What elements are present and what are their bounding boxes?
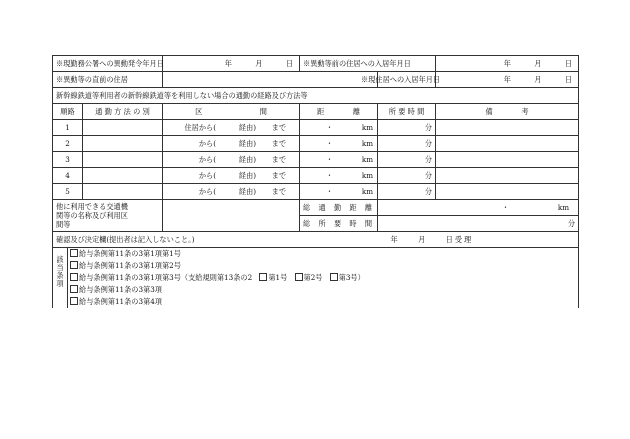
total-time-label: 総 所 要 時 間 xyxy=(300,216,378,232)
route-no: 4 xyxy=(53,168,83,184)
applicable-clause-label xyxy=(53,248,68,308)
residence-row xyxy=(53,72,579,88)
route-distance-unit: km xyxy=(361,186,374,196)
notice-date[interactable]: 年 月 日 xyxy=(163,56,300,72)
route-to: まで xyxy=(271,154,287,164)
checkbox[interactable] xyxy=(70,297,78,305)
route-distance-unit: km xyxy=(361,154,374,164)
route-no: 1 xyxy=(53,120,83,136)
route-via: 経由) xyxy=(238,154,257,164)
route-to: まで xyxy=(271,138,287,148)
checkbox[interactable] xyxy=(330,273,338,281)
checkbox[interactable] xyxy=(70,285,78,293)
route-row xyxy=(53,152,579,168)
total-distance-label: 総 通 勤 距 離 xyxy=(300,200,378,216)
move-in-current-date[interactable]: 年 月 日 xyxy=(436,72,579,88)
route-section-field[interactable] xyxy=(163,120,300,136)
route-distance-dot: ・ xyxy=(325,170,334,180)
route-no: 2 xyxy=(53,136,83,152)
route-section-field[interactable] xyxy=(163,152,300,168)
route-distance-field[interactable] xyxy=(300,136,378,152)
total-distance-field[interactable] xyxy=(378,200,579,216)
col-time-header: 所 要 時 間 xyxy=(378,104,436,120)
checkbox[interactable] xyxy=(295,273,303,281)
route-row xyxy=(53,136,579,152)
vertical-char: 当 xyxy=(56,262,64,272)
vertical-char: 項 xyxy=(56,278,64,288)
route-distance-field[interactable] xyxy=(300,152,378,168)
clause-item xyxy=(70,296,578,308)
route-method-field[interactable] xyxy=(83,184,163,200)
checkbox[interactable] xyxy=(259,273,267,281)
route-via: 経由) xyxy=(238,138,257,148)
route-via: 経由) xyxy=(238,122,257,132)
route-distance-dot: ・ xyxy=(325,138,334,148)
other-transport-line: 間等 xyxy=(56,220,71,229)
clause-item xyxy=(70,284,578,296)
clause-item xyxy=(70,272,578,284)
route-no: 5 xyxy=(53,184,83,200)
applicable-clause-row xyxy=(53,248,579,309)
route-row xyxy=(53,184,579,200)
other-transport-line: 関等の名称及び利用区 xyxy=(56,211,128,220)
route-remarks-field[interactable] xyxy=(436,184,579,200)
route-remarks-field[interactable] xyxy=(436,136,579,152)
confirmation-row xyxy=(53,232,579,248)
clause-text: 給与条例第11条の3第1項第3号（支給規則第13条の2 xyxy=(79,273,260,282)
route-time-unit: 分 xyxy=(424,138,433,148)
route-from: から( xyxy=(198,154,217,164)
route-method-field[interactable] xyxy=(83,136,163,152)
route-remarks-field[interactable] xyxy=(436,152,579,168)
route-from: から( xyxy=(198,170,217,180)
route-time-unit: 分 xyxy=(424,122,433,132)
route-via: 経由) xyxy=(238,186,257,196)
route-time-unit: 分 xyxy=(424,154,433,164)
move-in-before-date[interactable]: 年 月 日 xyxy=(436,56,579,72)
route-time-unit: 分 xyxy=(424,170,433,180)
route-time-field[interactable] xyxy=(378,136,436,152)
checkbox[interactable] xyxy=(70,249,78,257)
other-transport-line: 他に利用できる交通機 xyxy=(56,202,128,211)
route-from: 住居から( xyxy=(184,122,217,132)
total-distance-dot: ・ xyxy=(501,202,510,212)
residence-before-field[interactable] xyxy=(163,72,378,88)
clause-text: 給与条例第11条の3第1項第2号 xyxy=(79,261,181,270)
route-distance-dot: ・ xyxy=(325,186,334,196)
route-distance-field[interactable] xyxy=(300,184,378,200)
route-distance-field[interactable] xyxy=(300,168,378,184)
other-transport-label xyxy=(53,200,163,232)
route-time-unit: 分 xyxy=(424,186,433,196)
route-distance-dot: ・ xyxy=(325,154,334,164)
col-remarks-header: 備 考 xyxy=(436,104,579,120)
route-no: 3 xyxy=(53,152,83,168)
route-to: まで xyxy=(271,186,287,196)
other-transport-field[interactable] xyxy=(163,200,300,232)
clause-list xyxy=(68,248,578,308)
commute-form-table xyxy=(52,55,579,308)
move-in-current-label xyxy=(361,72,441,88)
route-from: から( xyxy=(198,138,217,148)
route-distance-unit: km xyxy=(361,138,374,148)
route-section-field[interactable] xyxy=(163,136,300,152)
route-distance-field[interactable] xyxy=(300,120,378,136)
route-time-field[interactable] xyxy=(378,152,436,168)
col-order-header: 順路 xyxy=(53,104,83,120)
col-section-header: 区 間 xyxy=(163,104,300,120)
vertical-char: 該 xyxy=(56,255,64,264)
route-to: まで xyxy=(271,170,287,180)
receipt-date[interactable] xyxy=(378,232,579,248)
route-row xyxy=(53,120,579,136)
confirmation-label: 確認及び決定欄(提出者は記入しないこと。) xyxy=(53,232,378,248)
route-remarks-field[interactable] xyxy=(436,120,579,136)
col-distance-header: 距 離 xyxy=(300,104,378,120)
applicable-clause-cell xyxy=(53,248,579,309)
route-time-field[interactable] xyxy=(378,184,436,200)
route-time-field[interactable] xyxy=(378,120,436,136)
commute-form-sheet xyxy=(52,55,578,317)
route-section-field[interactable] xyxy=(163,168,300,184)
move-in-before-label: ※異動等前の住居への入居年月日 xyxy=(300,56,436,72)
clause-item xyxy=(70,260,578,272)
route-method-field[interactable] xyxy=(83,152,163,168)
checkbox[interactable] xyxy=(70,261,78,269)
residence-before-label: ※異動等の直前の住居 xyxy=(53,72,163,88)
clause-item xyxy=(70,248,578,260)
route-time-field[interactable] xyxy=(378,168,436,184)
route-distance-unit: km xyxy=(361,170,374,180)
route-from: から( xyxy=(198,186,217,196)
clause-text: 給与条例第11条の3第3項 xyxy=(79,285,162,294)
route-method-field[interactable] xyxy=(83,120,163,136)
total-time-unit: 分 xyxy=(567,218,576,228)
route-row xyxy=(53,168,579,184)
route-header-row xyxy=(53,104,579,120)
option-text: 第3号） xyxy=(338,273,365,282)
total-distance-unit: km xyxy=(557,202,570,212)
route-section-title: 新幹線鉄道等利用者の新幹線鉄道等を利用しない場合の通勤の経路及び方法等 xyxy=(53,88,579,104)
route-section-field[interactable] xyxy=(163,184,300,200)
clause-text: 給与条例第11条の3第1項第1号 xyxy=(79,249,181,258)
clause-text: 給与条例第11条の3第4項 xyxy=(79,297,162,306)
vertical-char: 条 xyxy=(56,270,64,280)
total-time-field[interactable] xyxy=(378,216,579,232)
receipt-date-text: 年 月 日受理 xyxy=(390,234,474,244)
total-distance-row xyxy=(53,200,579,216)
route-to: まで xyxy=(271,122,287,132)
move-in-current-label-text: ※現住居への入居年月日 xyxy=(361,74,441,84)
route-remarks-field[interactable] xyxy=(436,168,579,184)
notice-row xyxy=(53,56,579,72)
checkbox[interactable] xyxy=(70,273,78,281)
route-via: 経由) xyxy=(238,170,257,180)
option-text: 第2号 xyxy=(303,273,323,282)
option-text: 第1号 xyxy=(268,273,288,282)
route-method-field[interactable] xyxy=(83,168,163,184)
route-distance-unit: km xyxy=(361,122,374,132)
col-method-header: 通 勤 方 法 の 別 xyxy=(83,104,163,120)
applicable-clause-block xyxy=(53,248,578,308)
route-distance-dot: ・ xyxy=(325,122,334,132)
route-title-row xyxy=(53,88,579,104)
notice-label: ※現勤務公署への異動発令年月日 xyxy=(53,56,163,72)
